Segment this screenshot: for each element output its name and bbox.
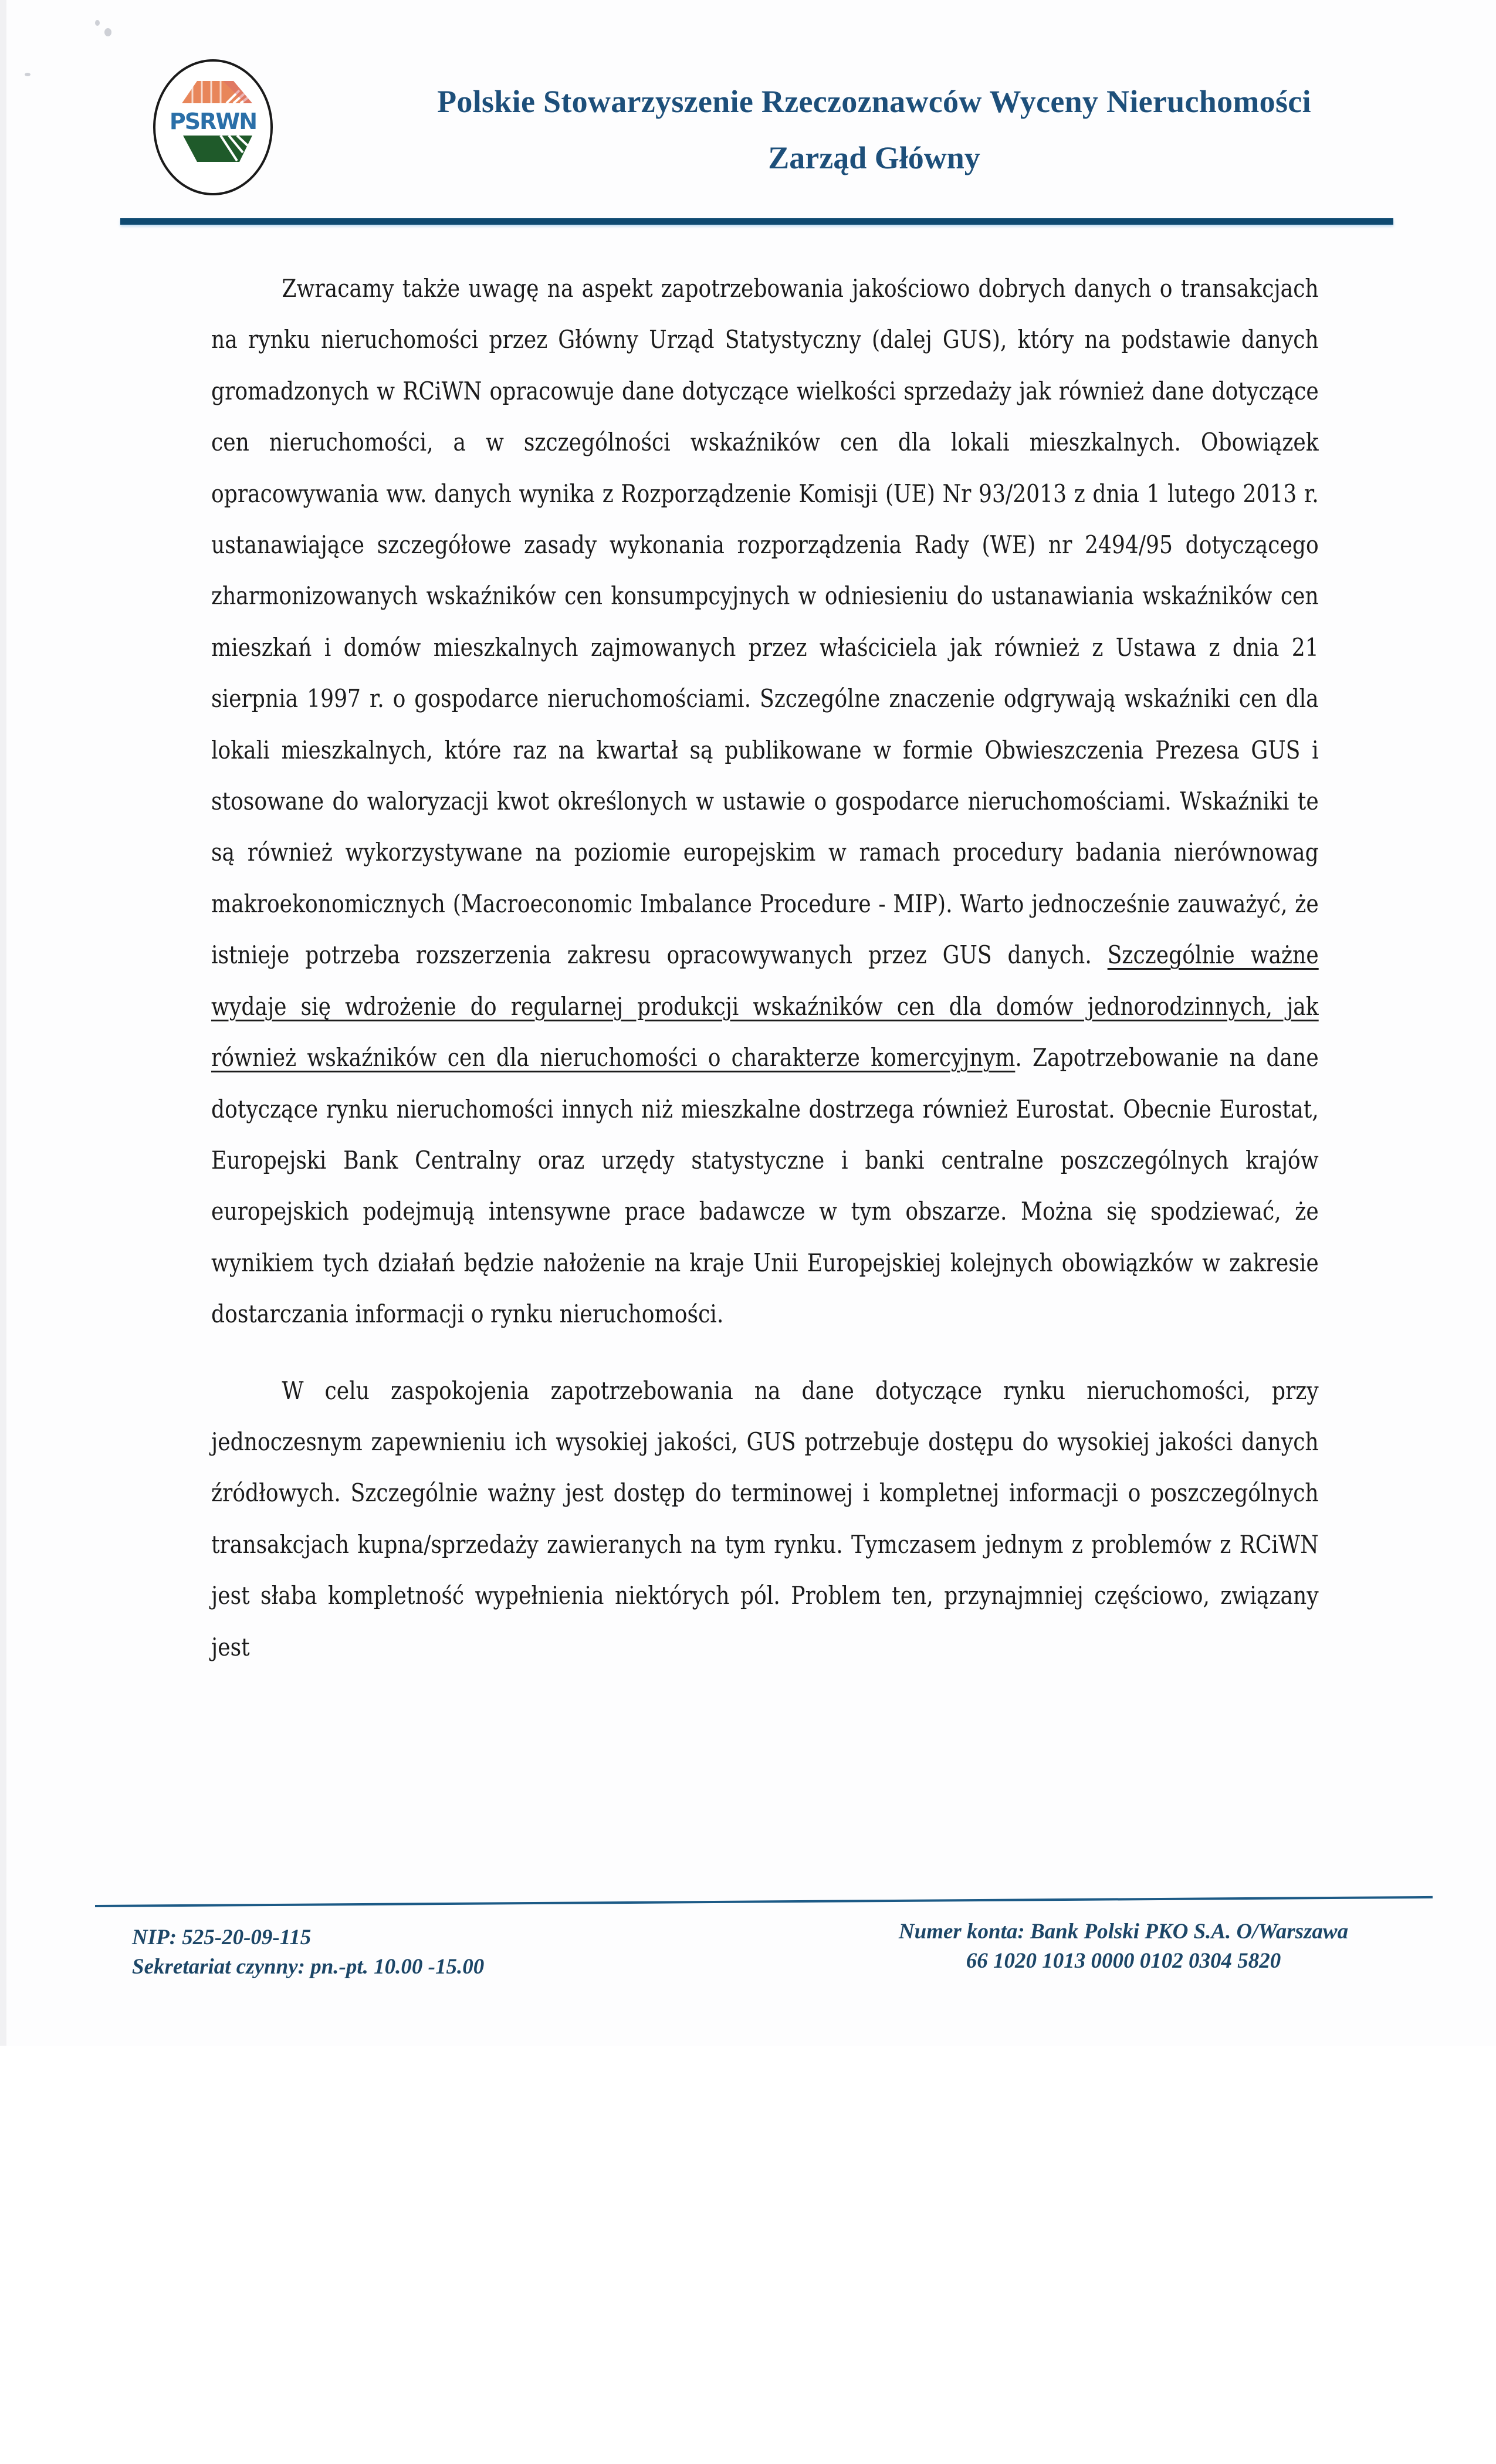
footer-company-info	[132, 1923, 484, 1982]
footer-account-number: 66 1020 1013 0000 0102 0304 5820	[966, 1949, 1281, 1973]
paragraph-2-text: W celu zaspokojenia zapotrzebowania na dane dotyczące rynku nieruchomości, przy jednoczesnym zapewnieniu ich wysokiej jakości, GUS potrzebuje dostępu do wysokiej jakości danych źródłowych. Szczególnie ważny jest dostęp do terminowej i kompletnej informacji o poszczególnych transakcjach kupna/sprzedaży zawieranych na tym rynku. Tymczasem jednym z problemów z RCiWN jest słaba kompletność wypełnienia niektórych pól. Problem ten, przynajmniej częściowo, związany jest	[211, 1376, 1319, 1661]
paragraph-2	[211, 1365, 1319, 1673]
paragraph-1-text-b: . Zapotrzebowanie na dane dotyczące rynku nieruchomości innych niż mieszkalne dostrzega również Eurostat. Obecnie Eurostat, Europejski Bank Centralny oraz urzędy statystyczne i banki centralne poszczególnych krajów europejskich podejmują intensywne prace badawcze w tym obszarze. Można się spodziewać, że wynikiem tych działań będzie nałożenie na kraje Unii Europejskiej kolejnych obowiązków w zakresie dostarczania informacji o rynku nieruchomości.	[211, 1043, 1319, 1329]
footer-office-hours: Sekretariat czynny: pn.-pt. 10.00 -15.00	[132, 1955, 485, 1979]
footer-nip: NIP: 525-20-09-115	[132, 1925, 312, 1949]
psrwn-logo-icon	[151, 57, 275, 197]
paragraph-1	[211, 263, 1319, 1340]
header-divider	[120, 218, 1393, 225]
footer-bank-info	[818, 1917, 1429, 1976]
organization-unit: Zarząd Główny	[768, 140, 980, 175]
footer-divider	[95, 1896, 1433, 1907]
footer-bank-label: Numer konta: Bank Polski PKO S.A. O/Warszawa	[898, 1920, 1349, 1944]
letter-body	[211, 263, 1319, 1673]
paragraph-1-text-a: Zwracamy także uwagę na aspekt zapotrzebowania jakościowo dobrych danych o transakcjach na rynku nieruchomości przez Główny Urząd Statystyczny (dalej GUS), który na podstawie danych gromadzonych w RCiWN opracowuje dane dotyczące wielkości sprzedaży jak również dane dotyczące cen nieruchomości, a w szczególności wskaźników cen dla lokali mieszkalnych. Obowiązek opracowywania ww. danych wynika z Rozporządzenie Komisji (UE) Nr 93/2013 z dnia 1 lutego 2013 r. ustanawiające szczegółowe zasady wykonania rozporządzenia Rady (WE) nr 2494/95 dotyczącego zharmonizowanych wskaźników cen konsumpcyjnych w odniesieniu do ustanawiania wskaźników cen mieszkań i domów mieszkalnych zajmowanych przez właściciela jak również z Ustawa z dnia 21 sierpnia 1997 r. o gospodarce nieruchomościami. Szczególne znaczenie odgrywają wskaźniki cen dla lokali mieszkalnych, które raz na kwartał są publikowane w formie Obwieszczenia Prezesa GUS i stosowane do waloryzacji kwot określonych w ustawie o gospodarce nieruchomościami. Wskaźniki te są również wykorzystywane na poziomie europejskim w ramach procedury badania nierównowag makroekonomicznych (Macroeconomic Imbalance Procedure - MIP). Warto jednocześnie zauważyć, że istnieje potrzeba rozszerzenia zakresu opracowywanych przez GUS danych.	[211, 274, 1319, 970]
paragraph-1-underlined-emphasis: Szczególnie ważne wydaje się wdrożenie do regularnej produkcji wskaźników cen dla domów jednorodzinnych, jak również wskaźników cen dla nieruchomości o charakterze komercyjnym	[211, 940, 1319, 1072]
scan-edge-shadow	[0, 0, 6, 2046]
scan-speck	[25, 73, 31, 76]
scan-speck	[95, 20, 100, 26]
scan-speck	[104, 28, 111, 36]
organization-name: Polskie Stowarzyszenie Rzeczoznawców Wyceny Nieruchomości	[437, 84, 1311, 119]
svg-text:PSRWN: PSRWN	[169, 109, 257, 134]
